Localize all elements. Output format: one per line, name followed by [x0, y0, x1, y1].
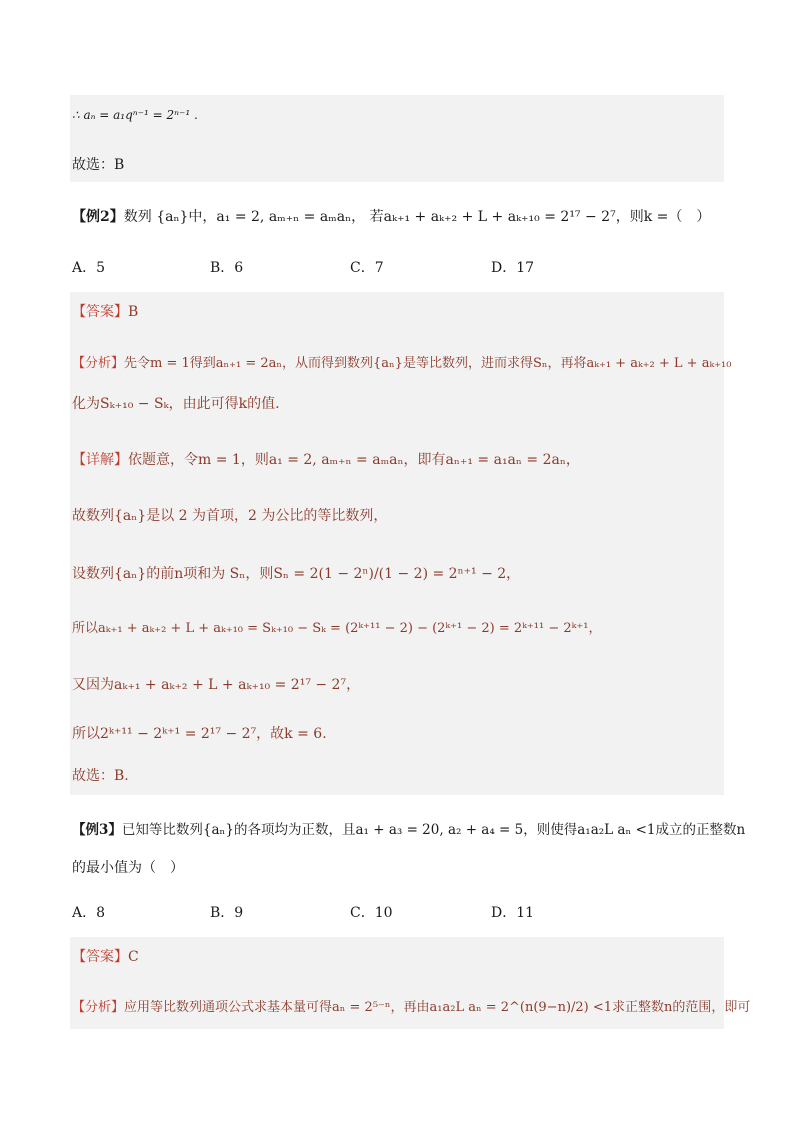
- detail-line-1: 依题意，令m = 1，则a₁ = 2, aₘ₊ₙ = aₘaₙ，即有aₙ₊₁ = a₁aₙ = 2aₙ，: [128, 452, 580, 468]
- option-c: C．7: [350, 260, 384, 276]
- option-b: B．9: [210, 905, 244, 921]
- analysis-line-1: 应用等比数列通项公式求基本量可得aₙ = 2⁵⁻ⁿ，再由a₁a₂L aₙ = 2^(n(9−n)/2) <1求正整数n的范围，即可: [124, 1000, 751, 1015]
- example-2-text: 数列 {aₙ}中，a₁ = 2, aₘ₊ₙ = aₘaₙ， 若aₖ₊₁ + aₖ₊₂ + L + aₖ₊₁₀ = 2¹⁷ − 2⁷，则k =（ ）: [123, 209, 711, 225]
- analysis-line-2: 化为Sₖ₊₁₀ − Sₖ，由此可得k的值.: [72, 396, 280, 412]
- answer-value: B: [128, 304, 139, 320]
- example-3-tag: 【例3】: [72, 822, 122, 838]
- detail-line-5: 又因为aₖ₊₁ + aₖ₊₂ + L + aₖ₊₁₀ = 2¹⁷ − 2⁷，: [72, 677, 361, 693]
- detail-line-4: 所以aₖ₊₁ + aₖ₊₂ + L + aₖ₊₁₀ = Sₖ₊₁₀ − Sₖ = (2ᵏ⁺¹¹ − 2) − (2ᵏ⁺¹ − 2) = 2ᵏ⁺¹¹ − 2ᵏ⁺¹，: [72, 621, 602, 636]
- example-3-text-2: 的最小值为（ ）: [72, 860, 184, 876]
- example-2-options: [70, 257, 724, 279]
- example-3-question: [70, 820, 746, 880]
- answer-tag: 【答案】: [72, 949, 128, 965]
- choice-line: 故选：B: [72, 157, 125, 173]
- detail-tag: 【详解】: [72, 452, 128, 468]
- analysis-tag: 【分析】: [72, 1000, 125, 1015]
- detail-line-2: 故数列{aₙ}是以 2 为首项，2 为公比的等比数列，: [72, 508, 388, 524]
- option-b: B．6: [210, 260, 244, 276]
- choice-line-2: 故选：B.: [72, 768, 129, 784]
- example-3-solution-block: [70, 937, 751, 1029]
- answer-tag: 【答案】: [72, 304, 128, 320]
- analysis-line-1: 先令m = 1得到aₙ₊₁ = 2aₙ，从而得到数列{aₙ}是等比数列，进而求得Sₙ，再将aₖ₊₁ + aₖ₊₂ + L + aₖ₊₁₀: [124, 356, 732, 371]
- example-3-text-1: 已知等比数列{aₙ}的各项均为正数，且a₁ + a₃ = 20, a₂ + a₄ = 5，则使得a₁a₂L aₙ <1成立的正整数n: [121, 822, 746, 838]
- option-a: A．8: [72, 905, 106, 921]
- solution-continuation-block: [70, 95, 724, 182]
- example-2-question: [70, 207, 724, 231]
- option-d: D．11: [491, 905, 535, 921]
- option-c: C．10: [350, 905, 393, 921]
- option-a: A．5: [72, 260, 106, 276]
- formula-line: ∴ aₙ = a₁qⁿ⁻¹ = 2ⁿ⁻¹ .: [72, 108, 198, 122]
- detail-line-3: 设数列{aₙ}的前n项和为 Sₙ，则Sₙ = 2(1 − 2ⁿ)/(1 − 2) = 2ⁿ⁺¹ − 2，: [72, 566, 521, 582]
- example-3-options: [70, 902, 724, 924]
- option-d: D．17: [491, 260, 535, 276]
- example-2-tag: 【例2】: [72, 209, 124, 225]
- analysis-tag: 【分析】: [72, 356, 125, 371]
- answer-value: C: [128, 949, 139, 965]
- example-2-solution-block: [70, 292, 732, 795]
- detail-line-6: 所以2ᵏ⁺¹¹ − 2ᵏ⁺¹ = 2¹⁷ − 2⁷，故k = 6.: [72, 726, 327, 742]
